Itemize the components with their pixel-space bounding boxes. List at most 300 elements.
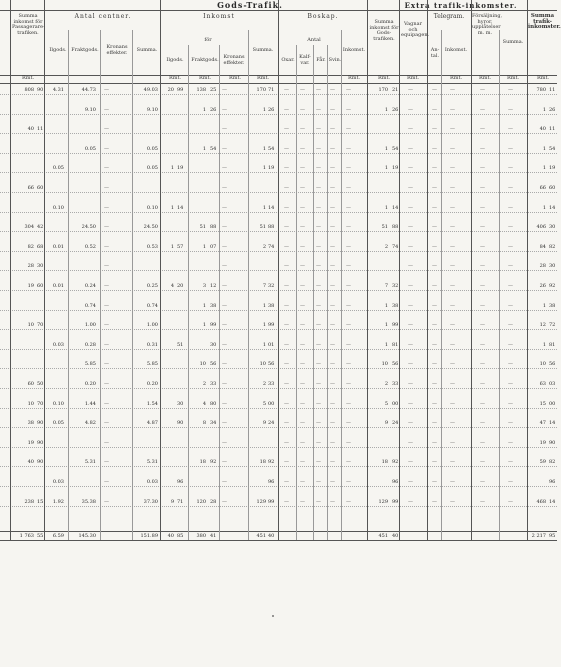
empty-dash: — bbox=[450, 283, 455, 289]
empty-dash: — bbox=[104, 498, 109, 505]
cell-summa_inko: 14 bbox=[268, 204, 275, 211]
cell-summa_inko: 56 bbox=[268, 361, 275, 368]
empty-dash: — bbox=[432, 204, 437, 211]
empty-dash: — bbox=[508, 439, 513, 446]
cell-summa_ink: 10 bbox=[259, 361, 266, 368]
cell-gods_o: 96 bbox=[392, 479, 399, 485]
cell-ink2o: 30 bbox=[210, 341, 217, 348]
cell-ink2: 1 bbox=[202, 145, 206, 152]
cell-summa_left: 38 bbox=[27, 420, 34, 427]
cell-gods_total: 1 bbox=[384, 302, 388, 309]
cell-summa: 37.30 bbox=[143, 498, 158, 505]
empty-dash: — bbox=[480, 322, 485, 329]
empty-dash: — bbox=[450, 439, 455, 446]
cell-summa_inko: 74 bbox=[268, 243, 275, 250]
col-divider bbox=[188, 45, 189, 540]
cell-gods_total: 5 bbox=[384, 400, 388, 407]
cell-ore: 42 bbox=[37, 224, 44, 231]
cell-gods_total: 2 bbox=[384, 243, 388, 250]
empty-dash: — bbox=[104, 106, 109, 113]
cell-gods_o: 00 bbox=[392, 400, 399, 407]
cell-gods_o: 38 bbox=[392, 302, 399, 309]
empty-dash: — bbox=[480, 165, 485, 172]
cell-ilgods: 0.10 bbox=[52, 204, 64, 211]
empty-dash: — bbox=[284, 126, 289, 133]
empty-dash: — bbox=[450, 381, 455, 387]
empty-dash: — bbox=[432, 361, 437, 368]
empty-dash: — bbox=[432, 87, 437, 93]
empty-dash: — bbox=[346, 283, 351, 289]
col-divider bbox=[367, 0, 368, 540]
empty-dash: — bbox=[450, 479, 455, 485]
cell-summa_ink: 51 bbox=[259, 224, 266, 231]
cell-summa: 0.05 bbox=[146, 165, 158, 172]
cell-summa_inko: 99 bbox=[268, 322, 275, 329]
rmt-unit-1: Rmt. bbox=[21, 75, 35, 81]
cell-total_o: 03 bbox=[549, 381, 556, 387]
col-divider bbox=[499, 30, 500, 540]
empty-dash: — bbox=[330, 361, 335, 368]
cell-frakt: 5.85 bbox=[84, 361, 96, 368]
cell-summa_ink: 1 bbox=[262, 322, 266, 329]
empty-dash: — bbox=[104, 263, 109, 270]
empty-dash: — bbox=[408, 165, 413, 172]
rmt-unit-12: Rmt. bbox=[536, 75, 550, 81]
empty-dash: — bbox=[222, 381, 227, 387]
cell-ink1o: 99 bbox=[177, 87, 184, 93]
empty-dash: — bbox=[432, 302, 437, 309]
cell-ink2: 138 bbox=[196, 87, 206, 93]
empty-dash: — bbox=[508, 479, 513, 485]
cell-total: 1 bbox=[542, 165, 546, 172]
empty-dash: — bbox=[346, 439, 351, 446]
totals-bottom-rule bbox=[0, 540, 557, 541]
empty-dash: — bbox=[222, 87, 227, 93]
cell-ink1o: 71 bbox=[177, 498, 184, 505]
cell-summa_ink: 129 bbox=[256, 498, 266, 505]
empty-dash: — bbox=[284, 283, 289, 289]
cell-ore: 15 bbox=[37, 498, 44, 505]
cell-summa_ink: 18 bbox=[259, 459, 266, 466]
cell-ore: 50 bbox=[37, 381, 44, 387]
col-divider bbox=[327, 45, 328, 540]
cell-ink2o: 56 bbox=[210, 361, 217, 368]
empty-dash: — bbox=[432, 479, 437, 485]
empty-dash: — bbox=[408, 420, 413, 427]
cell-summa_inko: 92 bbox=[268, 459, 275, 466]
empty-dash: — bbox=[222, 263, 227, 270]
empty-dash: — bbox=[300, 185, 305, 191]
empty-dash: — bbox=[284, 498, 289, 505]
kronans-subheader: Kronans effekter. bbox=[106, 44, 128, 56]
empty-dash: — bbox=[222, 498, 227, 505]
empty-dash: — bbox=[316, 322, 321, 329]
empty-dash: — bbox=[316, 498, 321, 505]
cell-ink1o: 19 bbox=[177, 165, 184, 172]
empty-dash: — bbox=[346, 498, 351, 505]
empty-dash: — bbox=[346, 302, 351, 309]
empty-dash: — bbox=[316, 302, 321, 309]
empty-dash: — bbox=[300, 459, 305, 466]
empty-dash: — bbox=[450, 302, 455, 309]
empty-dash: — bbox=[480, 400, 485, 407]
empty-dash: — bbox=[330, 479, 335, 485]
empty-dash: — bbox=[450, 106, 455, 113]
cell-summa_left: 60 bbox=[27, 381, 34, 387]
empty-dash: — bbox=[330, 381, 335, 387]
empty-dash: — bbox=[222, 165, 227, 172]
cell-total_o: 14 bbox=[549, 420, 556, 427]
cell-gods_o: 33 bbox=[392, 381, 399, 387]
cell-ink1: 4 bbox=[170, 283, 174, 289]
cell-ink2: 18 bbox=[199, 459, 206, 466]
empty-dash: — bbox=[284, 459, 289, 466]
empty-dash: — bbox=[346, 224, 351, 231]
total-summa-ink-ore: 40 bbox=[268, 533, 275, 539]
empty-dash: — bbox=[450, 145, 455, 152]
empty-dash: — bbox=[284, 381, 289, 387]
empty-dash: — bbox=[408, 400, 413, 407]
empty-dash: — bbox=[432, 498, 437, 505]
empty-dash: — bbox=[316, 400, 321, 407]
cell-summa_left: 40 bbox=[27, 459, 34, 466]
empty-dash: — bbox=[284, 224, 289, 231]
empty-dash: — bbox=[346, 381, 351, 387]
empty-dash: — bbox=[450, 243, 455, 250]
cell-summa_left: 66 bbox=[27, 185, 34, 191]
total-trafik: 2 217 bbox=[531, 533, 546, 539]
empty-dash: — bbox=[450, 459, 455, 466]
empty-dash: — bbox=[408, 341, 413, 348]
empty-dash: — bbox=[480, 263, 485, 270]
for-subheader: för bbox=[204, 37, 212, 43]
cell-gods_o: 54 bbox=[392, 145, 399, 152]
empty-dash: — bbox=[104, 479, 109, 485]
empty-dash: — bbox=[300, 420, 305, 427]
cell-ink2o: 80 bbox=[210, 400, 217, 407]
empty-dash: — bbox=[222, 400, 227, 407]
telegram-antal-subheader: An-tal. bbox=[430, 47, 440, 59]
empty-dash: — bbox=[408, 243, 413, 250]
empty-dash: — bbox=[330, 459, 335, 466]
cell-ink1o: 90 bbox=[177, 420, 184, 427]
empty-dash: — bbox=[346, 459, 351, 466]
empty-dash: — bbox=[480, 498, 485, 505]
cell-summa_inko: 24 bbox=[268, 420, 275, 427]
total-ink2: 380 bbox=[196, 533, 206, 539]
svin-subheader: Svin. bbox=[328, 57, 342, 63]
empty-dash: — bbox=[450, 498, 455, 505]
empty-dash: — bbox=[480, 106, 485, 113]
cell-frakt: 0.74 bbox=[84, 302, 96, 309]
empty-dash: — bbox=[316, 341, 321, 348]
empty-dash: — bbox=[408, 381, 413, 387]
empty-dash: — bbox=[450, 126, 455, 133]
cell-summa: 0.03 bbox=[146, 479, 158, 485]
empty-dash: — bbox=[408, 498, 413, 505]
cell-total: 12 bbox=[539, 322, 546, 329]
cell-gods_o: 56 bbox=[392, 361, 399, 368]
empty-dash: — bbox=[330, 302, 335, 309]
empty-dash: — bbox=[300, 381, 305, 387]
cell-ink1: 1 bbox=[170, 165, 174, 172]
total-gods: 451 bbox=[378, 533, 388, 539]
cell-total_o: 30 bbox=[549, 263, 556, 270]
empty-dash: — bbox=[508, 126, 513, 133]
empty-dash: — bbox=[480, 361, 485, 368]
empty-dash: — bbox=[508, 341, 513, 348]
col-divider bbox=[44, 0, 45, 540]
empty-dash: — bbox=[480, 126, 485, 133]
empty-dash: — bbox=[316, 204, 321, 211]
cell-frakt: 0.28 bbox=[84, 341, 96, 348]
empty-dash: — bbox=[300, 243, 305, 250]
empty-dash: — bbox=[432, 322, 437, 329]
cell-total_o: 92 bbox=[549, 283, 556, 289]
col-divider bbox=[399, 0, 400, 540]
empty-dash: — bbox=[222, 302, 227, 309]
empty-dash: — bbox=[432, 439, 437, 446]
empty-dash: — bbox=[284, 165, 289, 172]
cell-ore: 70 bbox=[37, 400, 44, 407]
cell-total: 1 bbox=[542, 302, 546, 309]
empty-dash: — bbox=[408, 322, 413, 329]
empty-dash: — bbox=[300, 439, 305, 446]
empty-dash: — bbox=[450, 420, 455, 427]
cell-gods_total: 7 bbox=[384, 283, 388, 289]
empty-dash: — bbox=[408, 283, 413, 289]
empty-dash: — bbox=[316, 224, 321, 231]
empty-dash: — bbox=[408, 126, 413, 133]
cell-total_o: 90 bbox=[549, 439, 556, 446]
cell-summa_inko: 00 bbox=[268, 400, 275, 407]
empty-dash: — bbox=[222, 420, 227, 427]
empty-dash: — bbox=[284, 361, 289, 368]
empty-dash: — bbox=[284, 106, 289, 113]
empty-dash: — bbox=[346, 420, 351, 427]
cell-ink1: 1 bbox=[170, 204, 174, 211]
empty-dash: — bbox=[346, 400, 351, 407]
empty-dash: — bbox=[222, 126, 227, 133]
empty-dash: — bbox=[480, 439, 485, 446]
cell-ore: 70 bbox=[37, 322, 44, 329]
cell-summa_inko: 54 bbox=[268, 145, 275, 152]
empty-dash: — bbox=[104, 400, 109, 407]
empty-dash: — bbox=[316, 106, 321, 113]
cell-frakt: 1.44 bbox=[84, 400, 96, 407]
empty-dash: — bbox=[330, 420, 335, 427]
empty-dash: — bbox=[432, 381, 437, 387]
empty-dash: — bbox=[330, 165, 335, 172]
empty-dash: — bbox=[346, 106, 351, 113]
col-divider bbox=[68, 30, 69, 540]
cell-summa_inko: 99 bbox=[268, 498, 275, 505]
cell-ink2: 1 bbox=[202, 106, 206, 113]
cell-gods_total: 1 bbox=[384, 322, 388, 329]
empty-dash: — bbox=[408, 145, 413, 152]
cell-summa_left: 238 bbox=[24, 498, 34, 505]
cell-total_o: 72 bbox=[549, 322, 556, 329]
total-summa: 151.89 bbox=[140, 533, 158, 539]
cell-ilgods: 0.10 bbox=[52, 400, 64, 407]
col-divider bbox=[10, 0, 11, 540]
empty-dash: — bbox=[450, 341, 455, 348]
cell-gods_o: 99 bbox=[392, 498, 399, 505]
empty-dash: — bbox=[450, 87, 455, 93]
col-divider bbox=[341, 30, 342, 540]
empty-dash: — bbox=[330, 439, 335, 446]
empty-dash: — bbox=[222, 341, 227, 348]
rmt-unit-11: Rmt. bbox=[506, 75, 520, 81]
empty-dash: — bbox=[508, 165, 513, 172]
empty-dash: — bbox=[330, 126, 335, 133]
total-ilgods: 6.59 bbox=[52, 533, 64, 539]
cell-ink1o: 20 bbox=[177, 283, 184, 289]
empty-dash: — bbox=[508, 106, 513, 113]
empty-dash: — bbox=[300, 479, 305, 485]
cell-summa_ink: 9 bbox=[262, 420, 266, 427]
cell-ink1: 20 bbox=[167, 87, 174, 93]
empty-dash: — bbox=[432, 263, 437, 270]
far-subheader: Får. bbox=[316, 57, 326, 63]
empty-dash: — bbox=[480, 243, 485, 250]
empty-dash: — bbox=[316, 381, 321, 387]
fraktgods-subheader: Fraktgods. bbox=[71, 47, 99, 53]
col-divider bbox=[296, 45, 297, 540]
empty-dash: — bbox=[432, 185, 437, 191]
empty-dash: — bbox=[300, 165, 305, 172]
cell-summa_inko: 38 bbox=[268, 302, 275, 309]
cell-summa_ink: 2 bbox=[262, 381, 266, 387]
rmt-unit-2: Rmt. bbox=[168, 75, 182, 81]
cell-summa_ink: 1 bbox=[262, 302, 266, 309]
empty-dash: — bbox=[222, 283, 227, 289]
empty-dash: — bbox=[316, 126, 321, 133]
cell-total: 1 bbox=[542, 204, 546, 211]
cell-summa_ink: 1 bbox=[262, 165, 266, 172]
empty-dash: — bbox=[408, 439, 413, 446]
cell-ore: 68 bbox=[37, 243, 44, 250]
empty-dash: — bbox=[480, 381, 485, 387]
total-frakt: 145.30 bbox=[78, 533, 96, 539]
cell-frakt: 4.82 bbox=[84, 420, 96, 427]
cell-summa_ink: 1 bbox=[262, 145, 266, 152]
cell-ore: 90 bbox=[37, 459, 44, 466]
forsaljning-summa-subheader: Summa. bbox=[502, 39, 524, 45]
col-divider bbox=[527, 0, 528, 540]
empty-dash: — bbox=[480, 87, 485, 93]
empty-dash: — bbox=[222, 439, 227, 446]
antal-centner-header: Antal centner. bbox=[74, 13, 132, 20]
empty-dash: — bbox=[432, 224, 437, 231]
cell-ore: 11 bbox=[37, 126, 44, 133]
inkomst-kronans-subheader: Kronans effekter. bbox=[223, 54, 245, 66]
empty-dash: — bbox=[316, 243, 321, 250]
empty-dash: — bbox=[222, 224, 227, 231]
empty-dash: — bbox=[104, 381, 109, 387]
cell-summa_left: 19 bbox=[27, 439, 34, 446]
cell-total: 47 bbox=[539, 420, 546, 427]
cell-total_o: 14 bbox=[549, 498, 556, 505]
cell-ilgods: 1.92 bbox=[52, 498, 64, 505]
empty-dash: — bbox=[104, 243, 109, 250]
rmt-unit-9: Rmt. bbox=[449, 75, 463, 81]
empty-dash: — bbox=[300, 145, 305, 152]
cell-total: 10 bbox=[539, 361, 546, 368]
empty-dash: — bbox=[432, 400, 437, 407]
empty-dash: — bbox=[330, 106, 335, 113]
empty-dash: — bbox=[432, 420, 437, 427]
rmt-unit-4: Rmt. bbox=[228, 75, 242, 81]
empty-dash: — bbox=[104, 459, 109, 466]
cell-ore: 60 bbox=[37, 283, 44, 289]
cell-ink2o: 26 bbox=[210, 106, 217, 113]
empty-dash: — bbox=[284, 420, 289, 427]
col-divider bbox=[427, 0, 428, 540]
cell-total: 15 bbox=[539, 400, 546, 407]
empty-dash: — bbox=[450, 224, 455, 231]
cell-summa_left: 40 bbox=[27, 126, 34, 133]
cell-ink2o: 88 bbox=[210, 224, 217, 231]
empty-dash: — bbox=[432, 459, 437, 466]
empty-dash: — bbox=[316, 479, 321, 485]
forsaljning-header: Försäljning, hyror, upplåtelser m. m. bbox=[472, 13, 503, 36]
empty-dash: — bbox=[300, 283, 305, 289]
empty-dash: — bbox=[508, 400, 513, 407]
empty-dash: — bbox=[222, 322, 227, 329]
empty-dash: — bbox=[480, 185, 485, 191]
cell-summa_left: 808 bbox=[24, 87, 34, 93]
cell-ore: 90 bbox=[37, 87, 44, 93]
cell-gods_o: 99 bbox=[392, 322, 399, 329]
cell-total: 59 bbox=[539, 459, 546, 466]
cell-summa_left: 10 bbox=[27, 400, 34, 407]
empty-dash: — bbox=[508, 381, 513, 387]
cell-summa: 0.05 bbox=[146, 145, 158, 152]
cell-ink2o: 12 bbox=[210, 283, 217, 289]
empty-dash: — bbox=[222, 204, 227, 211]
col-divider bbox=[471, 0, 472, 540]
vagnar-header: Vagnar och equipagen. bbox=[401, 21, 430, 38]
empty-dash: — bbox=[508, 302, 513, 309]
empty-dash: — bbox=[222, 243, 227, 250]
empty-dash: — bbox=[432, 106, 437, 113]
cell-gods_total: 1 bbox=[384, 204, 388, 211]
empty-dash: — bbox=[450, 165, 455, 172]
empty-dash: — bbox=[346, 243, 351, 250]
cell-gods_o: 32 bbox=[392, 283, 399, 289]
total-gods-ore: 40 bbox=[392, 533, 399, 539]
cell-frakt: 35.38 bbox=[81, 498, 96, 505]
cell-ink2: 8 bbox=[202, 420, 206, 427]
empty-dash: — bbox=[480, 302, 485, 309]
empty-dash: — bbox=[222, 361, 227, 368]
cell-ink2: 1 bbox=[202, 243, 206, 250]
cell-summa_ink: 5 bbox=[262, 400, 266, 407]
cell-summa_ink: 1 bbox=[262, 341, 266, 348]
cell-ink2: 120 bbox=[196, 498, 206, 505]
empty-dash: — bbox=[432, 243, 437, 250]
cell-total_o: 56 bbox=[549, 361, 556, 368]
empty-dash: — bbox=[316, 165, 321, 172]
empty-dash: — bbox=[300, 498, 305, 505]
col-divider bbox=[441, 30, 442, 540]
empty-dash: — bbox=[330, 87, 335, 93]
cell-ilgods: 0.01 bbox=[52, 243, 64, 250]
cell-gods_total: 10 bbox=[381, 361, 388, 368]
rmt-unit-7: Rmt. bbox=[377, 75, 391, 81]
empty-dash: — bbox=[480, 145, 485, 152]
